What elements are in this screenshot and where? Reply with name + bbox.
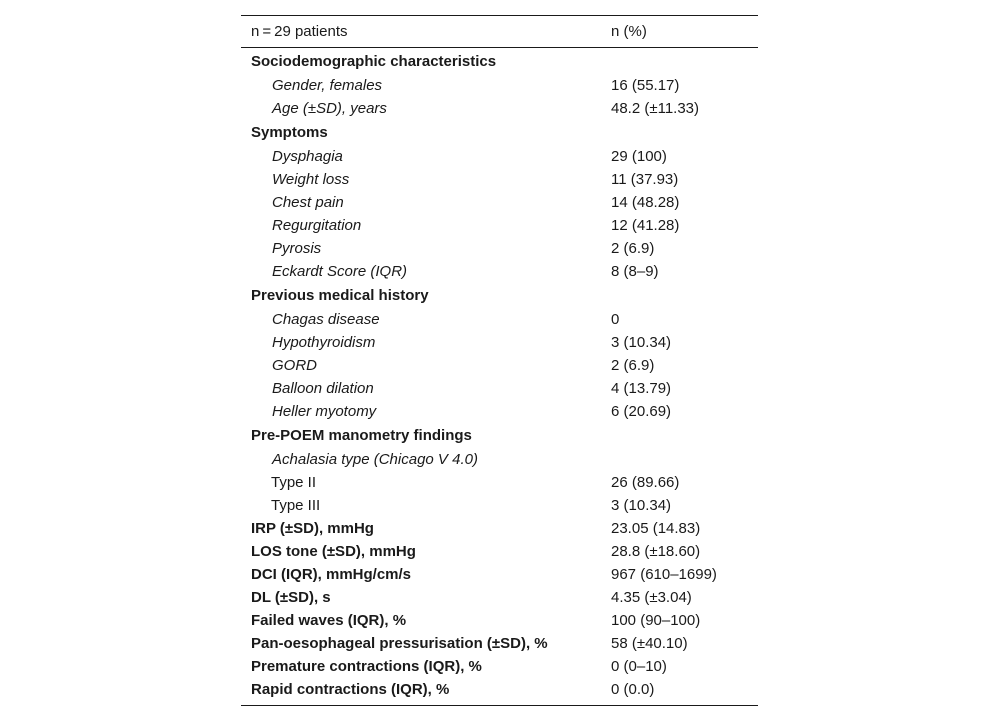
- row-label: Chagas disease: [272, 311, 380, 328]
- row-value: 4 (13.79): [611, 380, 672, 397]
- row-value: 3 (10.34): [611, 334, 672, 351]
- table-row: [241, 586, 758, 609]
- table-row: [241, 540, 758, 563]
- row-label: Chest pain: [272, 194, 344, 211]
- table-row: [241, 308, 758, 331]
- table-header-row: [241, 16, 758, 47]
- row-label: GORD: [272, 357, 317, 374]
- row-label: Rapid contractions (IQR), %: [251, 681, 450, 698]
- table-row: [241, 214, 758, 237]
- table-row: [241, 517, 758, 540]
- table-row: [241, 678, 758, 701]
- row-label: Pan-oesophageal pressurisation (±SD), %: [251, 635, 548, 652]
- row-label: Hypothyroidism: [272, 334, 376, 351]
- table-bottom-rule: [241, 705, 758, 706]
- section-medical-history: [241, 283, 758, 308]
- patient-characteristics-table: [241, 15, 758, 706]
- row-label: Heller myotomy: [272, 403, 377, 420]
- row-value: 58 (±40.10): [611, 635, 688, 652]
- table-row: [241, 377, 758, 400]
- section-symptoms: [241, 120, 758, 145]
- section-title: Symptoms: [251, 124, 328, 141]
- row-value: 4.35 (±3.04): [611, 589, 692, 606]
- row-value: 0 (0–10): [611, 658, 667, 675]
- row-value: 0: [611, 311, 620, 328]
- row-label: Type III: [271, 497, 321, 514]
- header-n-percent: n (%): [611, 23, 647, 40]
- row-value: 967 (610–1699): [611, 566, 717, 583]
- section-title: Sociodemographic characteristics: [251, 53, 497, 70]
- table-row: [241, 260, 758, 283]
- table-row: [241, 448, 758, 471]
- row-value: 26 (89.66): [611, 474, 680, 491]
- table-row: [241, 609, 758, 632]
- row-value: 23.05 (14.83): [611, 520, 701, 537]
- table-row: [241, 400, 758, 423]
- row-value: 29 (100): [611, 148, 667, 165]
- row-value: 3 (10.34): [611, 497, 672, 514]
- row-label: Dysphagia: [272, 148, 343, 165]
- row-value: 0 (0.0): [611, 681, 655, 698]
- row-label: Failed waves (IQR), %: [251, 612, 407, 629]
- table-row: [241, 354, 758, 377]
- row-label: Gender, females: [272, 77, 383, 94]
- section-title: Pre-POEM manometry findings: [251, 427, 472, 444]
- row-label: Premature contractions (IQR), %: [251, 658, 482, 675]
- row-value: 2 (6.9): [611, 357, 655, 374]
- achalasia-type-label: Achalasia type (Chicago V 4.0): [272, 451, 478, 468]
- table-row: [241, 74, 758, 97]
- table-row: [241, 632, 758, 655]
- table-row: [241, 563, 758, 586]
- row-value: 12 (41.28): [611, 217, 680, 234]
- section-title: Previous medical history: [251, 287, 429, 304]
- row-value: 14 (48.28): [611, 194, 680, 211]
- table-row: [241, 331, 758, 354]
- row-label: Eckardt Score (IQR): [272, 263, 408, 280]
- table-row: [241, 97, 758, 120]
- row-value: 100 (90–100): [611, 612, 701, 629]
- table-row: [241, 145, 758, 168]
- row-value: 6 (20.69): [611, 403, 672, 420]
- row-label: LOS tone (±SD), mmHg: [251, 543, 416, 560]
- row-value: 2 (6.9): [611, 240, 655, 257]
- row-value: 28.8 (±18.60): [611, 543, 701, 560]
- row-label: Regurgitation: [272, 217, 362, 234]
- row-value: 16 (55.17): [611, 77, 680, 94]
- row-label: IRP (±SD), mmHg: [251, 520, 374, 537]
- table-row: [241, 237, 758, 260]
- table-header-rule: [241, 47, 758, 48]
- row-label: Type II: [271, 474, 317, 491]
- table-row: [241, 191, 758, 214]
- row-label: Age (±SD), years: [272, 100, 387, 117]
- row-label: DCI (IQR), mmHg/cm/s: [251, 566, 412, 583]
- section-manometry: [241, 423, 758, 448]
- row-value: 48.2 (±11.33): [611, 100, 700, 117]
- row-label: DL (±SD), s: [251, 589, 331, 606]
- table-row: [241, 471, 758, 494]
- header-patients: n = 29 patients: [251, 23, 348, 40]
- table-row: [241, 494, 758, 517]
- row-value: 8 (8–9): [611, 263, 659, 280]
- row-value: 11 (37.93): [611, 171, 679, 188]
- row-label: Balloon dilation: [272, 380, 374, 397]
- table-row: [241, 655, 758, 678]
- row-label: Pyrosis: [272, 240, 322, 257]
- table-row: [241, 168, 758, 191]
- row-label: Weight loss: [272, 171, 350, 188]
- section-sociodemographic: [241, 49, 758, 74]
